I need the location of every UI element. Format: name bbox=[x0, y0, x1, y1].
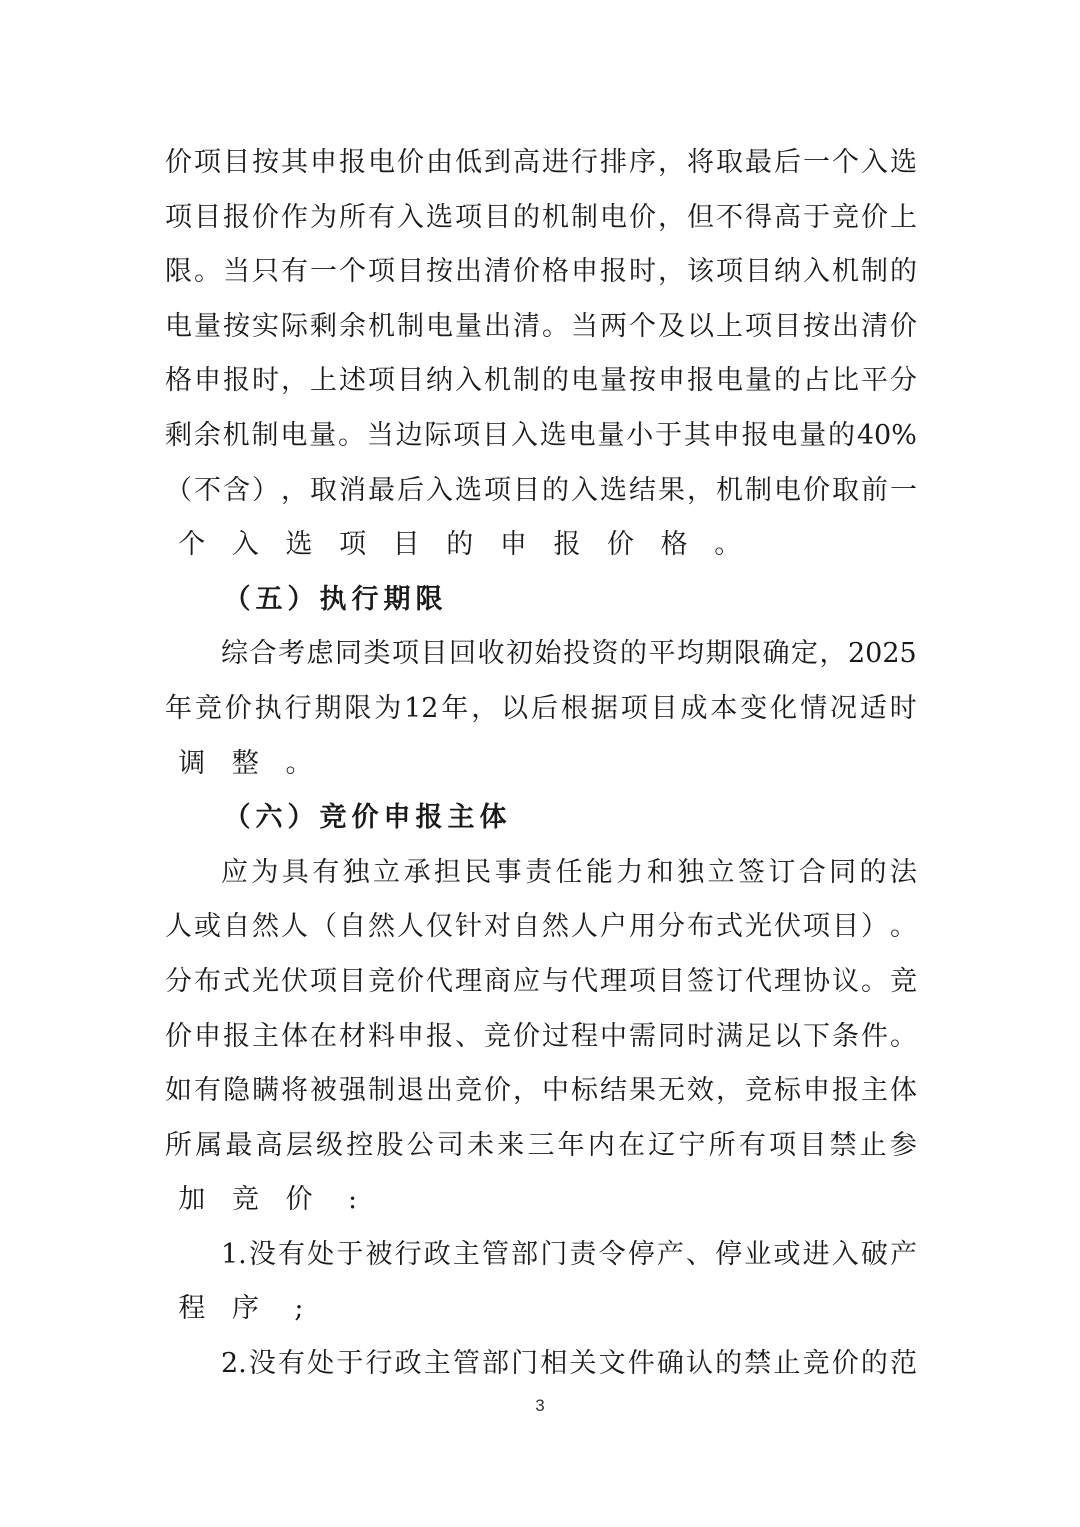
text-line: 人 或 自 然 人 （ 自 然 人 仅 针 对 自 然 人 户 用 分 布 式 光 伏 项 目 ） 。 bbox=[165, 911, 917, 943]
text-line: 限 。 当 只 有 一 个 项 目 按 出 清 价 格 申 报 时 ， 该 项 目 纳 入 机 制 的 bbox=[165, 256, 917, 288]
text-line: 综 合 考 虑 同 类 项 目 回 收 初 始 投 资 的 平 均 期 限 确 定 ， 2025 bbox=[221, 638, 917, 670]
text-line: 应 为 具 有 独 立 承 担 民 事 责 任 能 力 和 独 立 签 订 合 同 的 法 bbox=[221, 856, 917, 888]
text-line: 个 入 选 项 目 的 申 报 价 格 。 bbox=[178, 529, 742, 561]
text-line: （ 不 含 ） ， 取 消 最 后 入 选 项 目 的 入 选 结 果 ， 机 制 电 价 取 前 一 bbox=[165, 474, 917, 506]
text-line: 2. 没 有 处 于 行 政 主 管 部 门 相 关 文 件 确 认 的 禁 止 竞 价 的 范 bbox=[221, 1348, 917, 1380]
text-line: 剩 余 机 制 电 量 。 当 边 际 项 目 入 选 电 量 小 于 其 申 报 电 量 的 40% bbox=[165, 419, 917, 451]
text-line: 程 序 ; bbox=[178, 1293, 304, 1325]
section-heading: （ 六 ） 竞 价 申 报 主 体 bbox=[223, 802, 507, 834]
text-line: 调 整 。 bbox=[178, 747, 313, 779]
text-line: 如 有 隐 瞒 将 被 强 制 退 出 竞 价 ， 中 标 结 果 无 效 ， 竞 标 申 报 主 体 bbox=[165, 1075, 917, 1107]
section-heading: （ 五 ） 执 行 期 限 bbox=[223, 583, 443, 615]
text-line: 所 属 最 高 层 级 控 股 公 司 未 来 三 年 内 在 辽 宁 所 有 项 目 禁 止 参 bbox=[165, 1129, 917, 1161]
text-line: 年 竞 价 执 行 期 限 为 12 年 ， 以 后 根 据 项 目 成 本 变 化 情 况 适 时 bbox=[165, 692, 917, 724]
text-line: 分 布 式 光 伏 项 目 竞 价 代 理 商 应 与 代 理 项 目 签 订 代 理 协 议 。 竞 bbox=[165, 965, 917, 997]
document-page bbox=[165, 136, 917, 1392]
text-line: 加 竞 价 : bbox=[178, 1184, 358, 1216]
page-number: 3 bbox=[535, 1396, 545, 1415]
document-body bbox=[165, 136, 917, 1392]
text-line: 项 目 报 价 作 为 所 有 入 选 项 目 的 机 制 电 价 ， 但 不 得 高 于 竞 价 上 bbox=[165, 201, 917, 233]
text-line: 格 申 报 时 ， 上 述 项 目 纳 入 机 制 的 电 量 按 申 报 电 量 的 占 比 平 分 bbox=[165, 365, 917, 397]
text-line: 价 项 目 按 其 申 报 电 价 由 低 到 高 进 行 排 序 ， 将 取 最 后 一 个 入 选 bbox=[165, 147, 917, 178]
text-line: 价 申 报 主 体 在 材 料 申 报 、 竞 价 过 程 中 需 同 时 满 足 以 下 条 件 。 bbox=[165, 1020, 917, 1052]
text-line: 1. 没 有 处 于 被 行 政 主 管 部 门 责 令 停 产 、 停 业 或 进 入 破 产 bbox=[221, 1238, 917, 1270]
text-line: 电 量 按 实 际 剩 余 机 制 电 量 出 清 。 当 两 个 及 以 上 项 目 按 出 清 价 bbox=[165, 310, 917, 342]
